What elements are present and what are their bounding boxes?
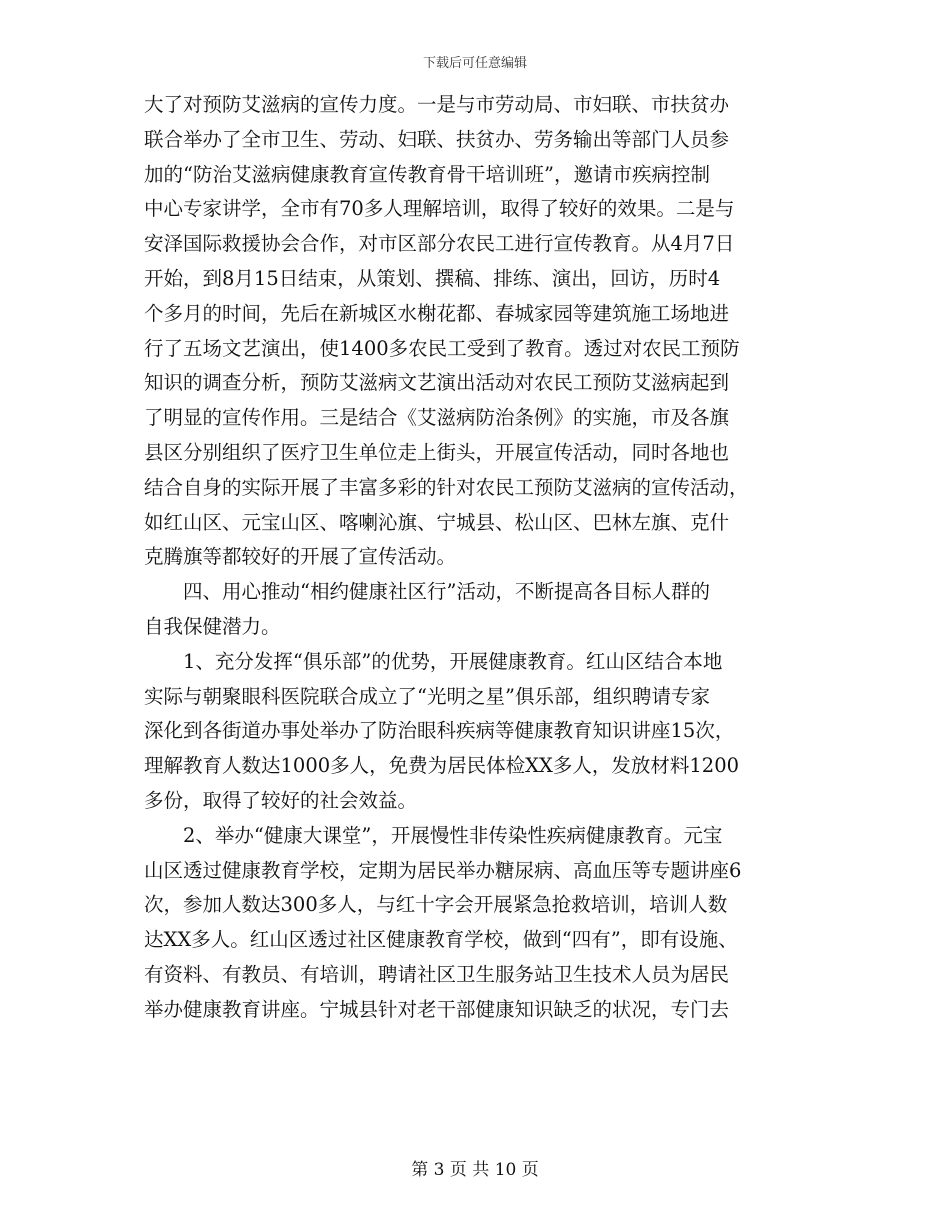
text-line: 了明显的宣传作用。三是结合《艾滋病防治条例》的实施，市及各旗 bbox=[144, 406, 730, 430]
text-line: 结合自身的实际开展了丰富多彩的针对农民工预防艾滋病的宣传活动， bbox=[144, 475, 749, 499]
text-line: 安泽国际救援协会合作，对市区部分农民工进行宣传教育。从4月7日 bbox=[144, 232, 735, 256]
text-line: 次，参加人数达300多人，与红十字会开展紧急抢救培训，培训人数 bbox=[144, 893, 728, 917]
text-line: 行了五场文艺演出，使1400多农民工受到了教育。透过对农民工预防 bbox=[144, 336, 740, 360]
text-line: 四、用心推动“相约健康社区行”活动，不断提高各目标人群的 bbox=[144, 580, 710, 604]
text-line: 克腾旗等都较好的开展了宣传活动。 bbox=[144, 545, 457, 569]
text-line: 加的“防治艾滋病健康教育宣传教育骨干培训班”，邀请市疾病控制 bbox=[144, 162, 710, 186]
text-line: 理解教育人数达1000多人，免费为居民体检XX多人，发放材料1200 bbox=[144, 754, 740, 778]
text-line: 2、举办“健康大课堂”，开展慢性非传染性疾病健康教育。元宝 bbox=[144, 823, 723, 847]
text-line: 知识的调查分析，预防艾滋病文艺演出活动对农民工预防艾滋病起到 bbox=[144, 371, 730, 395]
text-line: 如红山区、元宝山区、喀喇沁旗、宁城县、松山区、巴林左旗、克什 bbox=[144, 510, 730, 534]
text-line: 中心专家讲学，全市有70多人理解培训，取得了较好的效果。二是与 bbox=[144, 197, 735, 221]
page-footer: 第 3 页 共 10 页 bbox=[411, 1160, 539, 1180]
text-line: 山区透过健康教育学校，定期为居民举办糖尿病、高血压等专题讲座6 bbox=[144, 858, 742, 882]
text-line: 1、充分发挥“俱乐部”的优势，开展健康教育。红山区结合本地 bbox=[144, 649, 723, 673]
text-line: 县区分别组织了医疗卫生单位走上街头，开展宣传活动，同时各地也 bbox=[144, 440, 730, 464]
text-line: 举办健康教育讲座。宁城县针对老干部健康知识缺乏的状况，专门去 bbox=[144, 997, 730, 1021]
text-line: 有资料、有教员、有培训，聘请社区卫生服务站卫生技术人员为居民 bbox=[144, 962, 730, 986]
text-line: 大了对预防艾滋病的宣传力度。一是与市劳动局、市妇联、市扶贫办 bbox=[144, 93, 730, 116]
text-line: 达XX多人。红山区透过社区健康教育学校，做到“四有”，即有设施、 bbox=[144, 928, 738, 952]
text-line: 个多月的时间，先后在新城区水榭花都、春城家园等建筑施工场地进 bbox=[144, 301, 730, 325]
page-header: 下载后可任意编辑 bbox=[422, 56, 527, 71]
text-line: 自我保健潜力。 bbox=[144, 614, 281, 638]
text-line: 联合举办了全市卫生、劳动、妇联、扶贫办、劳务输出等部门人员参 bbox=[144, 127, 730, 151]
text-line: 深化到各街道办事处举办了防治眼科疾病等健康教育知识讲座15次， bbox=[144, 719, 735, 743]
text-line: 开始，到8月15日结束，从策划、撰稿、排练、演出，回访，历时4 bbox=[144, 266, 721, 290]
text-line: 多份，取得了较好的社会效益。 bbox=[144, 788, 418, 812]
text-line: 实际与朝聚眼科医院联合成立了“光明之星”俱乐部，组织聘请专家 bbox=[144, 684, 710, 708]
document-body bbox=[144, 88, 824, 1028]
